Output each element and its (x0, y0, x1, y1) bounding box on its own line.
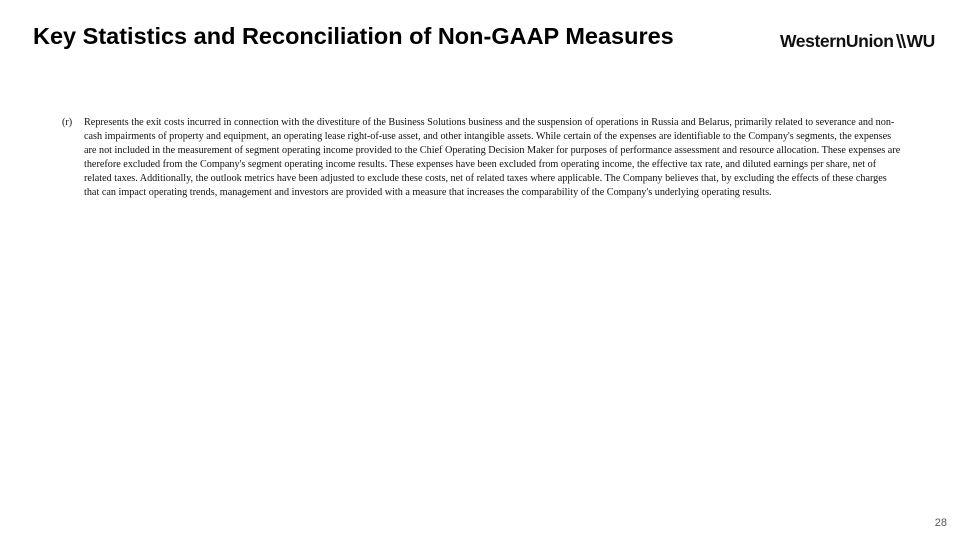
footnote-text: Represents the exit costs incurred in connection with the divestiture of the Business Solutions business and the suspension of operations in Russia and Belarus, primarily related to severance and non-cash impairments of property and equipment, an operating lease right-of-use asset, and other intangible assets. While certain of the expenses are identifiable to the Company's segments, the expenses are not included in the measurement of segment operating income provided to the Chief Operating Decision Maker for purposes of performance assessment and resource allocation. These expenses are therefore excluded from the Company's segment operating income results. These expenses have been excluded from operating income, the effective tax rate, and diluted earnings per share, net of related taxes. Additionally, the outlook metrics have been adjusted to exclude these costs, net of related taxes where applicable. The Company believes that, by excluding the effects of these charges that can impact operating trends, management and investors are provided with a measure that increases the comparability of the Company's underlying operating results. (84, 117, 901, 198)
logo-wordmark: WesternUnion (780, 31, 894, 51)
logo-monogram: WU (906, 31, 935, 51)
western-union-logo-icon (896, 33, 907, 49)
footnote (62, 116, 902, 200)
footnote-marker: (r) (62, 117, 73, 128)
page-number: 28 (934, 517, 947, 529)
page-title: Key Statistics and Reconciliation of Non-GAAP Measures (33, 23, 674, 49)
western-union-logo (780, 30, 935, 52)
